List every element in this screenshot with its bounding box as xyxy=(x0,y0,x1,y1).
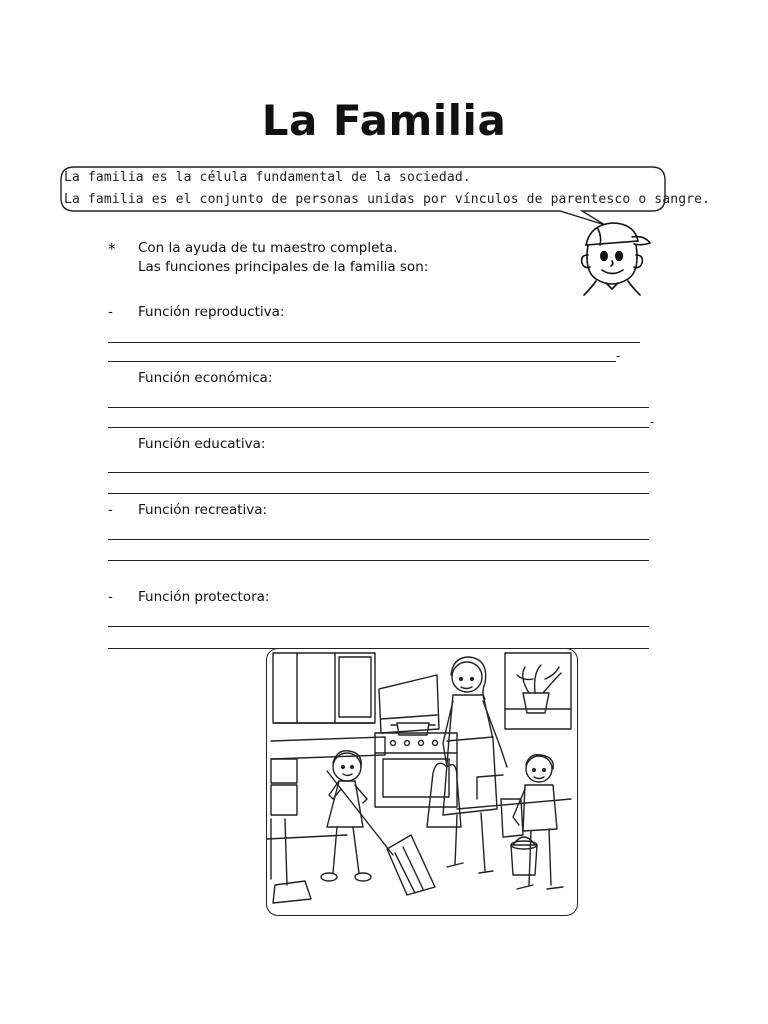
kitchen-scene-drawing xyxy=(267,649,577,915)
function-bullet: - xyxy=(108,304,113,320)
function-recreativa-label: Función recreativa: xyxy=(138,502,268,518)
function-protectora-label: Función protectora: xyxy=(138,589,270,605)
function-bullet: - xyxy=(108,502,113,518)
instruction-line-1: Con la ayuda de tu maestro completa. xyxy=(138,240,398,256)
answer-line[interactable] xyxy=(108,407,649,408)
answer-line[interactable] xyxy=(108,539,649,540)
answer-line[interactable] xyxy=(108,560,649,561)
line-end-mark: - xyxy=(650,415,655,429)
instruction-marker: * xyxy=(108,240,116,258)
answer-line[interactable] xyxy=(108,493,649,494)
definition-line-2: La familia es el conjunto de personas unidas por vínculos de parentesco o sangre. xyxy=(64,192,711,207)
definition-line-1: La familia es la célula fundamental de la sociedad. xyxy=(64,170,471,185)
answer-line[interactable] xyxy=(108,342,640,343)
family-cleaning-kitchen-illustration xyxy=(266,648,578,916)
answer-line[interactable] xyxy=(108,472,649,473)
function-economica-label: Función económica: xyxy=(138,370,273,386)
answer-line[interactable] xyxy=(108,361,616,362)
page-title: La Familia xyxy=(261,96,507,145)
function-reproductiva-label: Función reproductiva: xyxy=(138,304,285,320)
function-bullet: - xyxy=(108,589,113,605)
instruction-line-2: Las funciones principales de la familia son: xyxy=(138,259,429,275)
answer-line[interactable] xyxy=(108,427,649,428)
boy-with-cap-icon xyxy=(572,215,656,299)
line-end-mark: - xyxy=(616,349,621,363)
function-educativa-label: Función educativa: xyxy=(138,436,266,452)
answer-line[interactable] xyxy=(108,626,649,627)
